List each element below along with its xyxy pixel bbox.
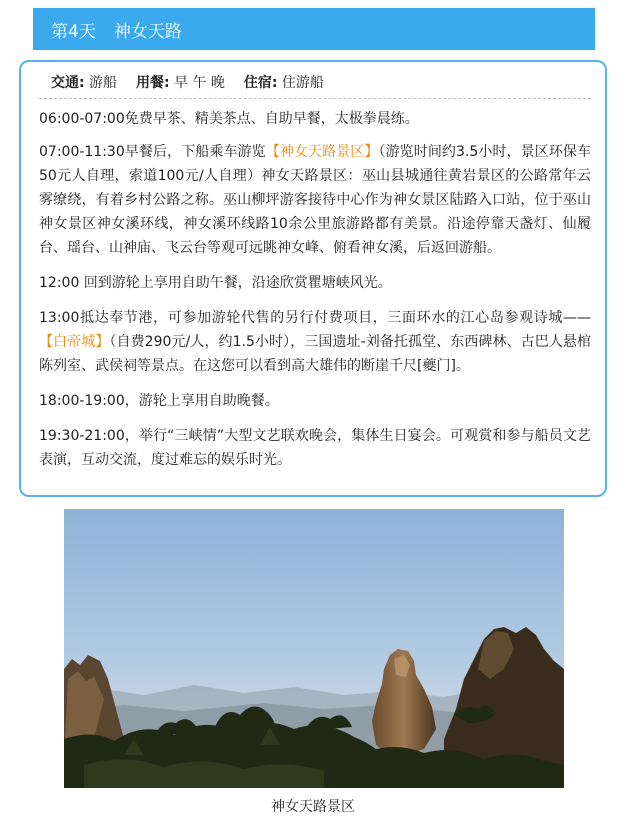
lodging-value: 住游船	[281, 75, 324, 91]
schedule-afternoon	[39, 306, 591, 378]
schedule-afternoon-text-a: 13:00抵达奉节港，可参加游轮代售的另行付费项目，三面环水的江心岛参观诗城——	[39, 310, 591, 326]
schedule-dinner	[39, 389, 591, 413]
scenic-spot-link[interactable]: 【神女天路景区】	[265, 144, 379, 160]
transport-value: 游船	[89, 75, 118, 91]
schedule-morning-text-a: 07:00-11:30早餐后，下船乘车游览	[39, 144, 266, 160]
scenic-photo	[64, 509, 564, 788]
day-number: 第4天	[51, 21, 96, 42]
transport-label: 交通:	[51, 75, 85, 91]
schedule-lunch-text: 12:00 回到游轮上享用自助午餐，沿途欣赏瞿塘峡风光。	[39, 275, 392, 291]
baidi-city-link[interactable]: 【白帝城】	[39, 334, 110, 350]
info-row	[39, 68, 591, 99]
itinerary-card	[19, 60, 607, 497]
schedule-morning-text-b: （游览时间约3.5小时，景区环保车50元人自理，索道100元/人自理）神女天路景区：巫山县城通往黄岩景区的公路常年云雾缭绕，有着乡村公路之称。巫山柳坪游客接待中心作为神女景区陆路入口站，位于巫山神女景区神女溪环线，神女溪环线路10余公里旅游路都有美景。沿途停靠天盏灯、仙履台、瑶台、山神庙、飞云台等观可远眺神女峰、俯看神女溪，后返回游船。	[39, 144, 592, 256]
lodging-label: 住宿:	[243, 75, 278, 91]
schedule-evening-text: 19:30-21:00，举行“三峡情”大型文艺联欢晚会，集体生日宴会。可观赏和参与船员文艺表演，互动交流，度过难忘的娱乐时光。	[39, 428, 591, 468]
schedule-breakfast	[39, 107, 591, 131]
schedule-lunch	[39, 271, 591, 295]
day-title: 神女天路	[113, 21, 182, 42]
meals-label: 用餐:	[135, 75, 170, 91]
schedule-afternoon-text-b: （自费290元/人，约1.5小时），三国遗址-刘备托孤堂、东西碑林、古巴人悬棺陈列室、武侯祠等景点。在这您可以看到高大雄伟的断崖千尺[夔门]。	[39, 334, 591, 374]
photo-caption: 神女天路景区	[271, 799, 355, 815]
schedule-breakfast-text: 06:00-07:00免费早茶、精美茶点、自助早餐，太极拳晨练。	[39, 111, 419, 127]
day-header	[33, 8, 595, 50]
schedule-dinner-text: 18:00-19:00，游轮上享用自助晚餐。	[39, 393, 279, 409]
schedule-evening	[39, 424, 591, 472]
schedule-morning	[39, 140, 591, 260]
scenic-photo-illustration	[64, 509, 564, 788]
meals-value: 早 午 晚	[174, 75, 225, 91]
